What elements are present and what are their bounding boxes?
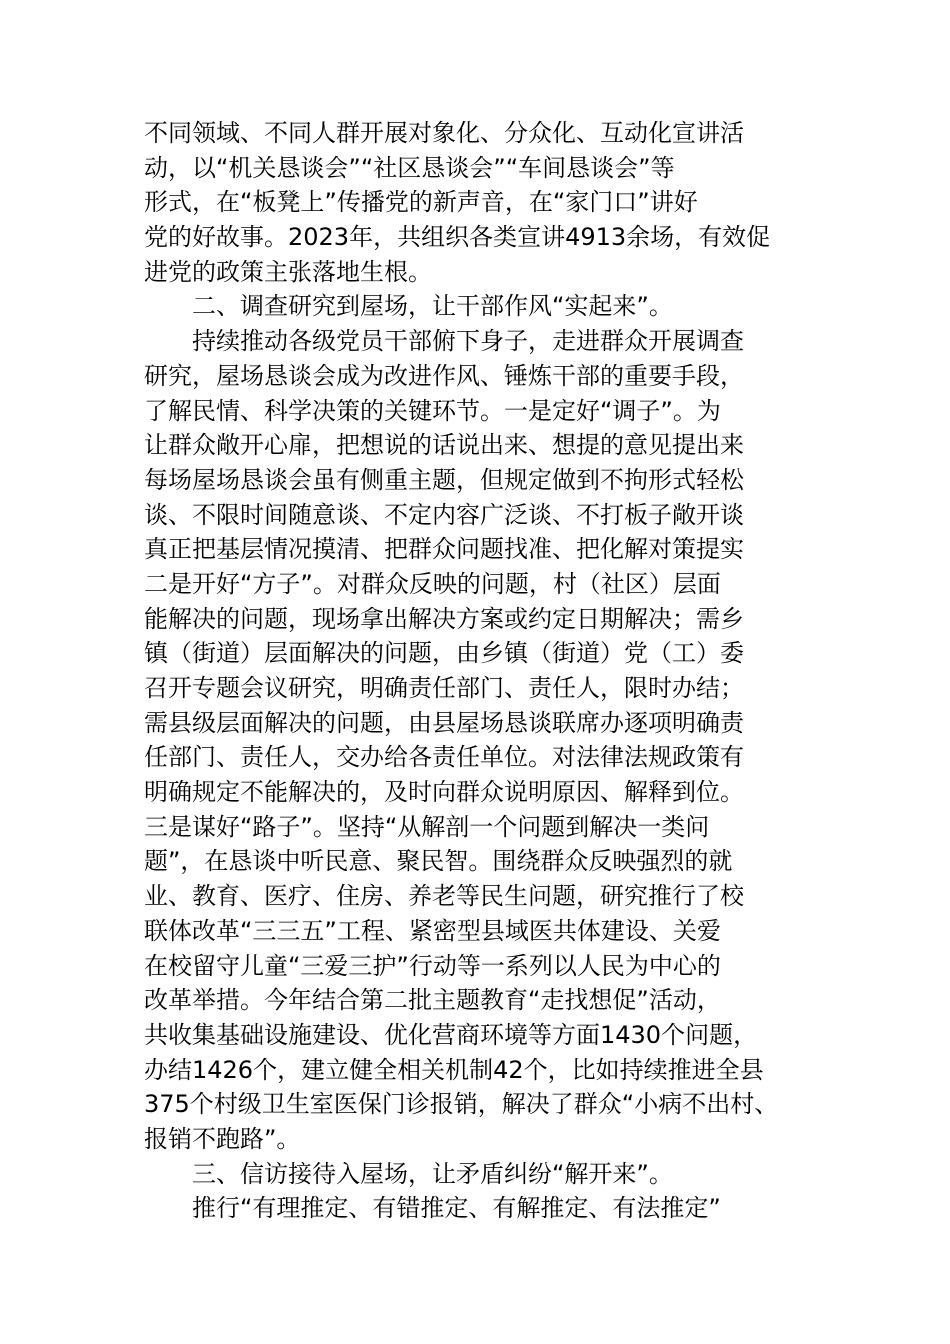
text-line: 共收集基础设施建设、优化营商环境等方面1430个问题， — [144, 1020, 758, 1049]
text-line: 能解决的问题，现场拿出解决方案或约定日期解决；需乡 — [144, 604, 744, 633]
text-line: 形式，在“板凳上”传播党的新声音，在“家门口”讲好 — [144, 188, 698, 217]
text-line: 题”，在恳谈中听民意、聚民智。围绕群众反映强烈的就 — [144, 847, 733, 876]
text-line: 党的好故事。2023年，共组织各类宣讲4913余场，有效促 — [144, 223, 771, 252]
text-line: 进党的政策主张落地生根。 — [144, 257, 432, 286]
text-line: 动，以“机关恳谈会”“社区恳谈会”“车间恳谈会”等 — [144, 153, 675, 182]
text-line: 了解民情、科学决策的关键环节。一是定好“调子”。为 — [144, 396, 721, 425]
text-line: 业、教育、医疗、住房、养老等民生问题，研究推行了校 — [144, 882, 744, 911]
text-line: 召开专题会议研究，明确责任部门、责任人，限时办结； — [144, 674, 744, 702]
text-line: 不同领域、不同人群开展对象化、分众化、互动化宣讲活 — [144, 119, 744, 147]
text-line: 任部门、责任人，交办给各责任单位。对法律法规政策有 — [144, 743, 744, 772]
text-line: 二、调查研究到屋场，让干部作风“实起来”。 — [192, 292, 673, 321]
text-line: 改革举措。今年结合第二批主题教育“走找想促”活动， — [144, 986, 721, 1015]
text-line: 每场屋场恳谈会虽有侧重主题，但规定做到不拘形式轻松 — [144, 465, 744, 494]
text-line: 三是谋好“路子”。坚持“从解剖一个问题到解决一类问 — [144, 812, 710, 841]
text-line: 真正把基层情况摸清、把群众问题找准、把化解对策提实 — [144, 535, 744, 564]
text-line: 推行“有理推定、有错推定、有解推定、有法推定” — [192, 1194, 721, 1223]
document-body — [144, 116, 810, 1226]
text-line: 明确规定不能解决的，及时向群众说明原因、解释到位。 — [144, 778, 744, 807]
text-line: 持续推动各级党员干部俯下身子，走进群众开展调查 — [192, 327, 744, 356]
text-line: 镇（街道）层面解决的问题，由乡镇（街道）党（工）委 — [144, 639, 744, 668]
text-line: 报销不跑路”。 — [144, 1124, 301, 1153]
text-line: 研究，屋场恳谈会成为改进作风、锤炼干部的重要手段， — [144, 361, 744, 390]
text-line: 在校留守儿童“三爱三护”行动等一系列以人民为中心的 — [144, 951, 721, 980]
text-line: 让群众敞开心扉，把想说的话说出来、想提的意见提出来 — [144, 431, 744, 460]
text-line: 二是开好“方子”。对群众反映的问题，村（社区）层面 — [144, 569, 721, 598]
text-line: 办结1426个，建立健全相关机制42个，比如持续推进全县 — [144, 1055, 764, 1084]
text-line: 三、信访接待入屋场，让矛盾纠纷“解开来”。 — [192, 1159, 673, 1188]
text-line: 需县级层面解决的问题，由县屋场恳谈联席办逐项明确责 — [144, 708, 744, 737]
text-line: 375个村级卫生室医保门诊报销，解决了群众“小病不出村、 — [144, 1090, 779, 1119]
text-line: 联体改革“三三五”工程、紧密型县域医共体建设、关爱 — [144, 916, 721, 945]
text-line: 谈、不限时间随意谈、不定内容广泛谈、不打板子敞开谈 — [144, 500, 744, 529]
